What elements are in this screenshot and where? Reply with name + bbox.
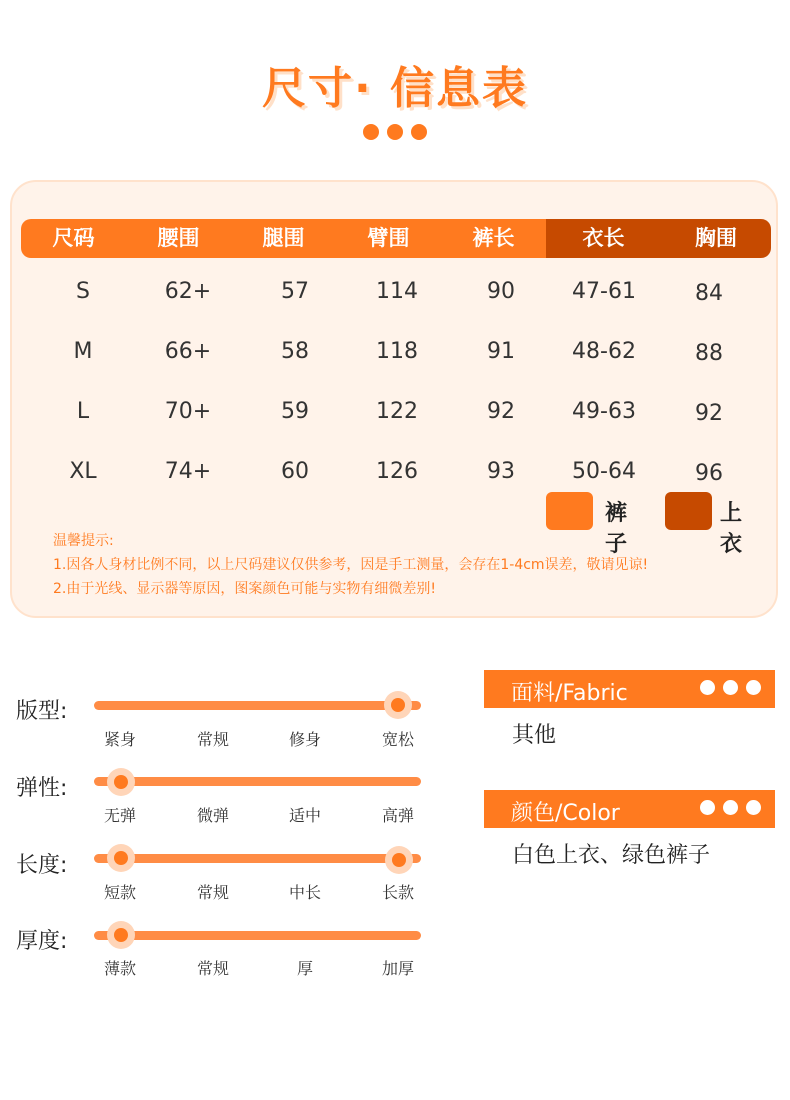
slider-knob	[107, 921, 135, 949]
slider-knob	[384, 691, 412, 719]
dot-icon	[363, 124, 379, 140]
attribute-label: 长度:	[16, 853, 68, 878]
column-header-chest: 胸围	[661, 219, 771, 258]
attribute-option: 微弹	[196, 806, 229, 825]
attribute-label: 弹性:	[16, 776, 68, 801]
dot-icon	[700, 680, 715, 695]
attribute-option: 长款	[381, 883, 414, 902]
legend-swatch-pants	[546, 492, 593, 530]
cell-chest: 84	[695, 281, 723, 306]
title-decoration-dots	[0, 124, 790, 144]
cell-size: S	[76, 279, 90, 304]
attribute-option: 常规	[196, 883, 229, 902]
attribute-slider-track	[94, 777, 421, 786]
column-header-top-length: 衣长	[546, 219, 661, 258]
attribute-option: 紧身	[103, 730, 136, 749]
cell-waist: 62+	[164, 279, 212, 304]
attribute-option: 适中	[288, 806, 321, 825]
attribute-option: 中长	[288, 883, 321, 902]
tips-heading: 温馨提示:	[53, 533, 114, 549]
cell-chest: 92	[695, 401, 723, 426]
attribute-option: 修身	[288, 730, 321, 749]
cell-waist: 70+	[164, 399, 212, 424]
cell-pants-length: 92	[487, 399, 515, 424]
attribute-label: 版型:	[16, 699, 68, 724]
cell-chest: 88	[695, 341, 723, 366]
attribute-option: 短款	[103, 883, 136, 902]
attribute-option: 宽松	[381, 730, 414, 749]
column-header-size: 尺码	[21, 219, 126, 258]
cell-arm: 118	[376, 339, 418, 364]
dot-icon	[746, 680, 761, 695]
slider-knob	[107, 768, 135, 796]
cell-thigh: 59	[281, 399, 309, 424]
cell-arm: 122	[376, 399, 418, 424]
cell-chest: 96	[695, 461, 723, 486]
cell-top-length: 47-61	[572, 279, 636, 304]
attribute-option: 薄款	[103, 959, 136, 978]
attribute-option: 无弹	[103, 806, 136, 825]
fabric-value: 其他	[512, 723, 557, 748]
page-title: 尺寸· 信息表	[261, 63, 529, 114]
column-header-pants-length: 裤长	[441, 219, 546, 258]
attribute-option: 高弹	[381, 806, 414, 825]
dot-icon	[746, 800, 761, 815]
fabric-header	[484, 670, 775, 708]
cell-size: XL	[69, 459, 97, 484]
dot-icon	[387, 124, 403, 140]
fabric-title: 面料/Fabric	[511, 681, 628, 706]
attribute-option: 厚	[296, 959, 313, 978]
slider-knob	[385, 846, 413, 874]
cell-waist: 74+	[164, 459, 212, 484]
cell-top-length: 48-62	[572, 339, 636, 364]
cell-size: L	[76, 399, 90, 424]
column-header-arm: 臂围	[336, 219, 441, 258]
legend-label-pants: 裤子	[605, 501, 628, 557]
color-header	[484, 790, 775, 828]
attribute-label: 厚度:	[16, 929, 68, 954]
tips-line: 2.由于光线、显示器等原因，图案颜色可能与实物有细微差别!	[53, 581, 436, 597]
legend-label-top: 上衣	[720, 501, 743, 557]
dot-icon	[723, 800, 738, 815]
attribute-option: 加厚	[381, 959, 414, 978]
column-header-waist: 腰围	[126, 219, 231, 258]
cell-size: M	[73, 339, 93, 364]
attribute-slider-track	[94, 701, 421, 710]
attribute-slider-track	[94, 854, 421, 863]
cell-top-length: 49-63	[572, 399, 636, 424]
dot-icon	[723, 680, 738, 695]
legend-swatch-top	[665, 492, 712, 530]
attribute-option: 常规	[196, 730, 229, 749]
color-value: 白色上衣、绿色裤子	[512, 843, 711, 868]
column-header-thigh: 腿围	[231, 219, 336, 258]
slider-knob	[107, 844, 135, 872]
header-decoration-dots	[692, 800, 761, 819]
cell-thigh: 58	[281, 339, 309, 364]
attribute-option: 常规	[196, 959, 229, 978]
color-title: 颜色/Color	[511, 801, 620, 826]
cell-pants-length: 93	[487, 459, 515, 484]
cell-arm: 126	[376, 459, 418, 484]
cell-thigh: 57	[281, 279, 309, 304]
header-decoration-dots	[692, 680, 761, 699]
cell-thigh: 60	[281, 459, 309, 484]
cell-pants-length: 91	[487, 339, 515, 364]
tips-line: 1.因各人身材比例不同，以上尺码建议仅供参考，因是手工测量，会存在1-4cm误差，敬请见谅!	[53, 557, 649, 573]
cell-waist: 66+	[164, 339, 212, 364]
dot-icon	[700, 800, 715, 815]
cell-top-length: 50-64	[572, 459, 636, 484]
cell-pants-length: 90	[487, 279, 515, 304]
dot-icon	[411, 124, 427, 140]
size-table-header	[21, 219, 771, 258]
cell-arm: 114	[376, 279, 418, 304]
attribute-slider-track	[94, 931, 421, 940]
